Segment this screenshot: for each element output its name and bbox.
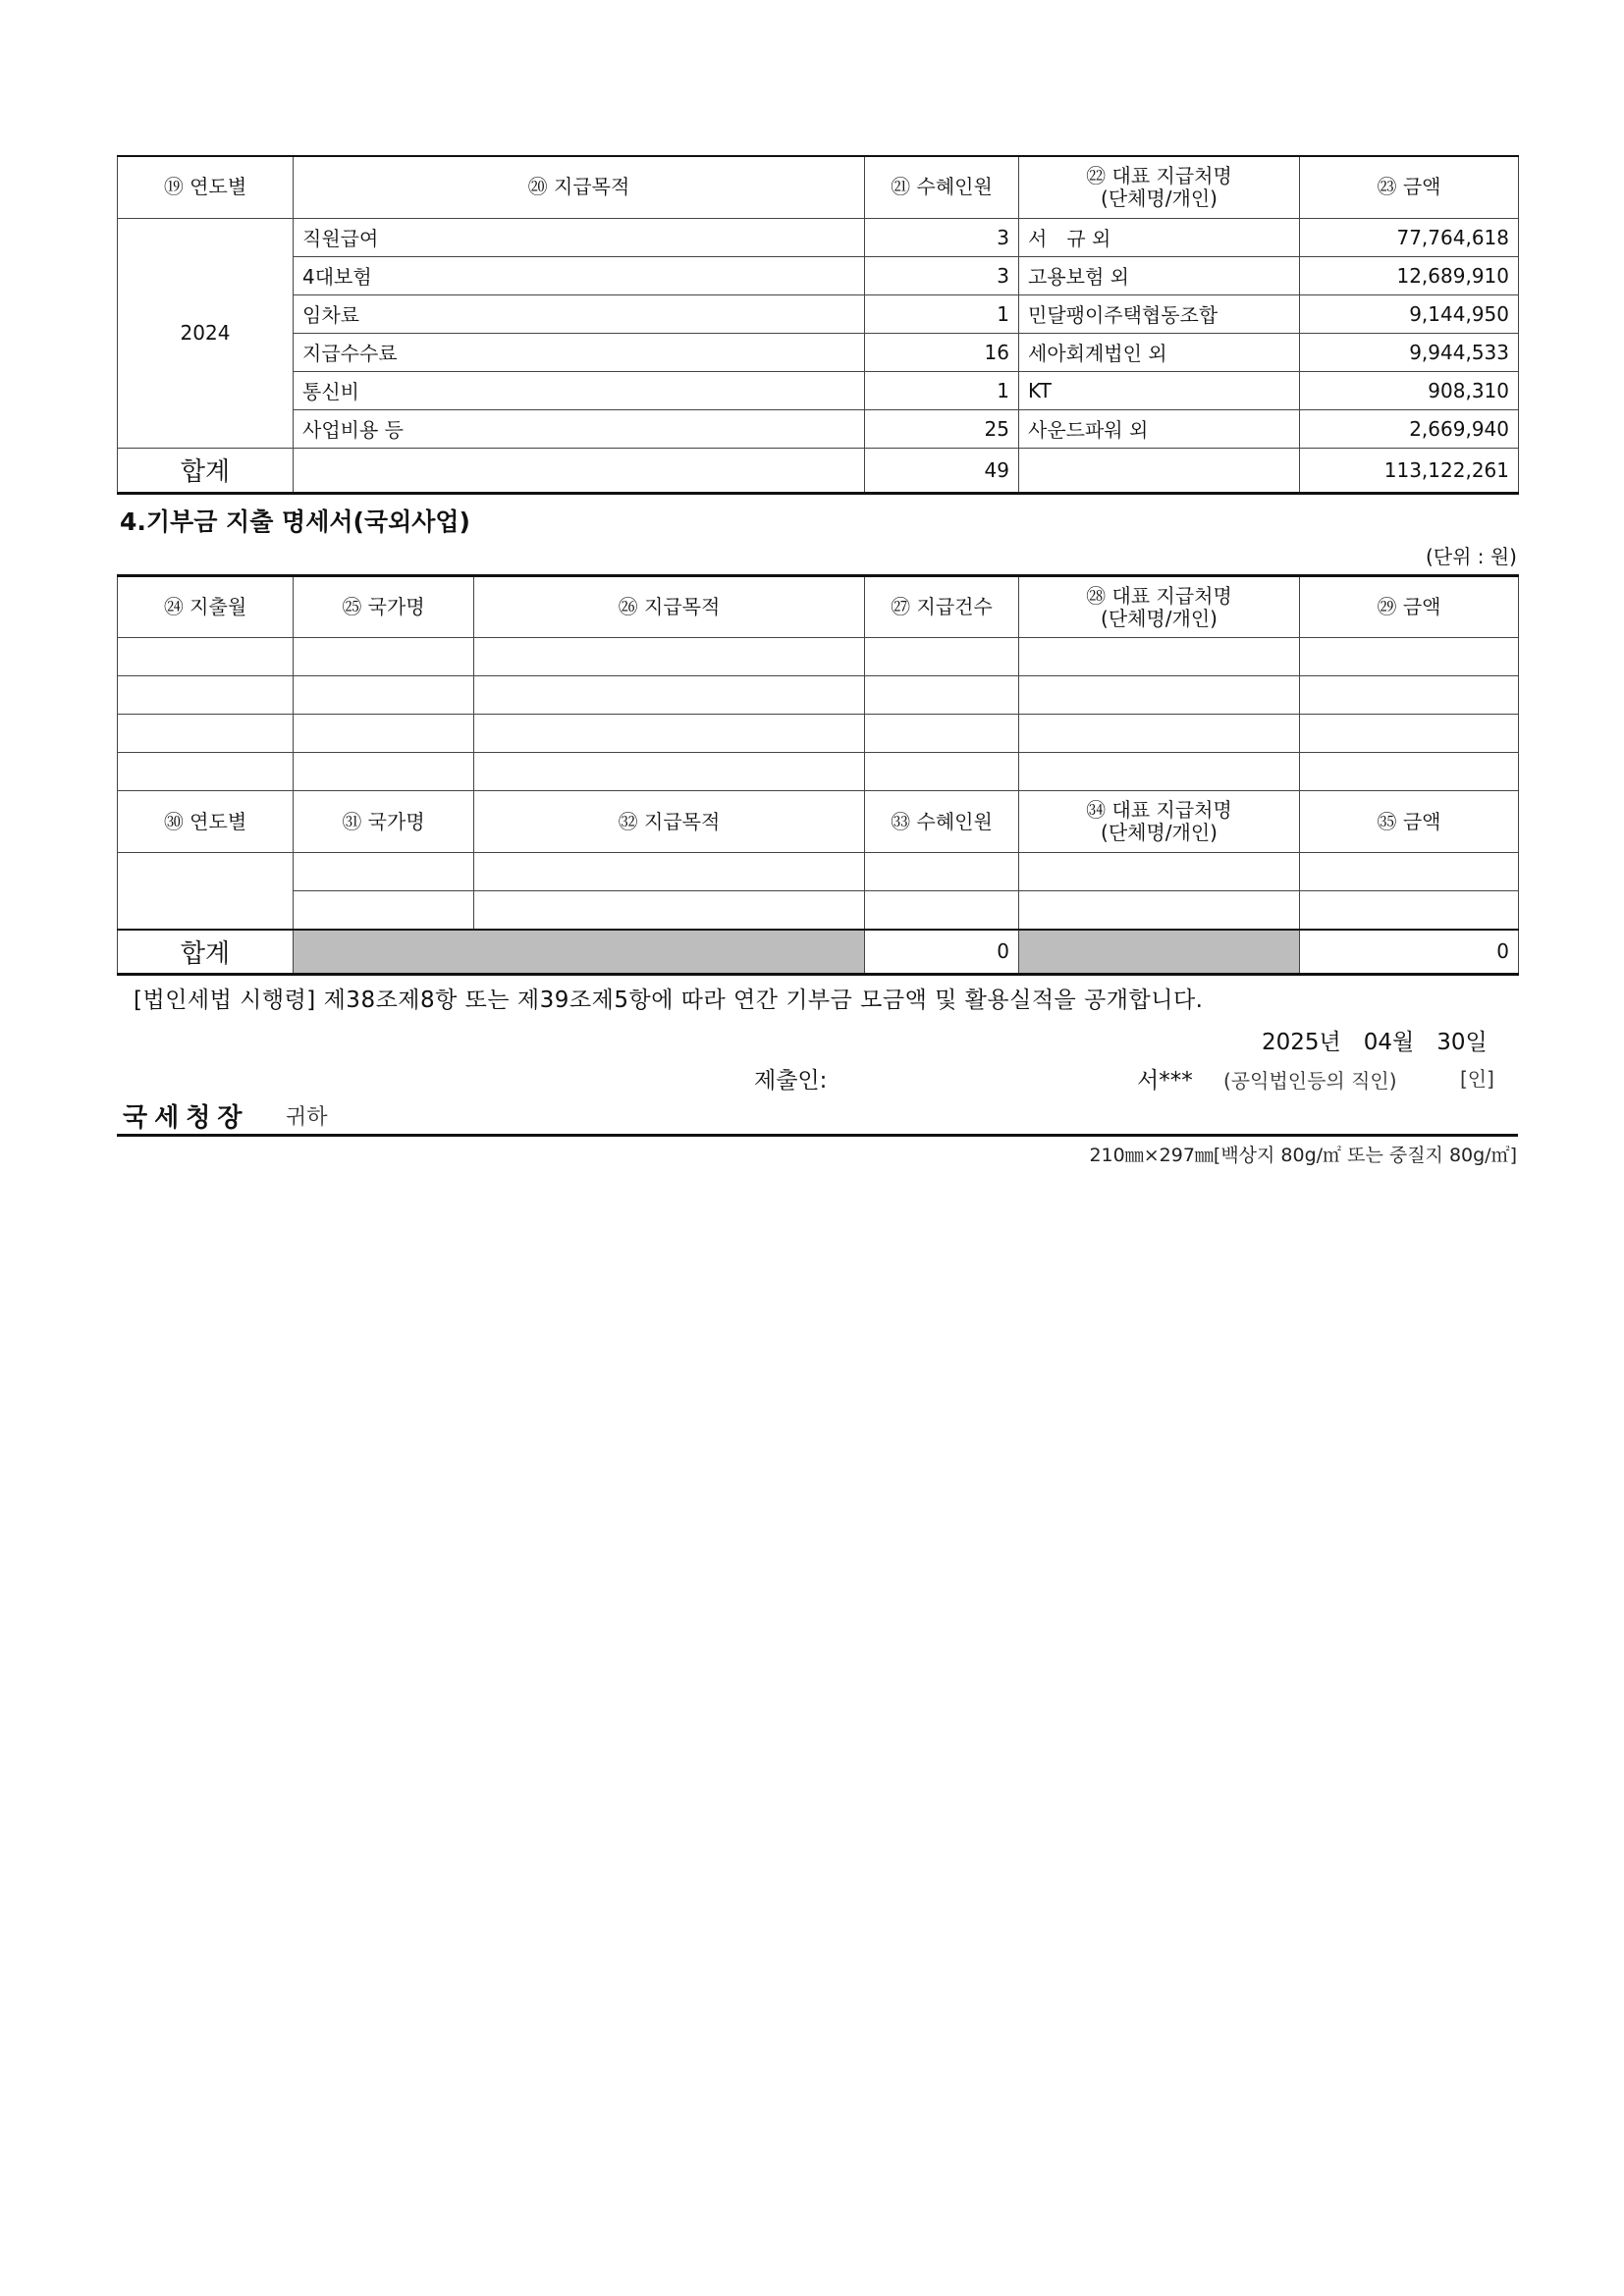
submission-date: 2025년 04월 30일 <box>1262 1030 1488 1055</box>
amount-cell: 9,944,533 <box>1300 333 1519 371</box>
submitter-note: (공익법인등의 직인) <box>1223 1069 1397 1093</box>
header-beneficiaries: ㉝ 수혜인원 <box>865 791 1019 853</box>
foreign-expenditure-table <box>117 574 1519 976</box>
amount-cell: 908,310 <box>1300 371 1519 409</box>
amount-cell: 2,669,940 <box>1300 409 1519 448</box>
header-month: ㉔ 지출월 <box>118 576 294 638</box>
empty-row <box>118 853 1519 891</box>
header-payee-line1: ㉘ 대표 지급처명 <box>1086 583 1232 608</box>
header-amount: ㉓ 금액 <box>1300 156 1519 218</box>
total-count: 0 <box>865 930 1019 975</box>
payee-cell: 고용보험 외 <box>1019 256 1300 294</box>
recipient: 국세청장 <box>123 1103 249 1133</box>
table-header-row <box>118 576 1519 638</box>
purpose-cell: 직원급여 <box>294 218 865 256</box>
amount-cell: 77,764,618 <box>1300 218 1519 256</box>
header-beneficiaries: ㉑ 수혜인원 <box>865 156 1019 218</box>
purpose-cell: 임차료 <box>294 294 865 333</box>
total-row <box>118 448 1519 493</box>
payee-cell: 민달팽이주택협동조합 <box>1019 294 1300 333</box>
table-row <box>118 256 1519 294</box>
recipient-suffix: 귀하 <box>286 1105 328 1130</box>
count-cell: 1 <box>865 371 1019 409</box>
divider <box>117 1134 1518 1137</box>
header-payee-line2: (단체명/개인) <box>1101 606 1218 630</box>
purpose-cell: 통신비 <box>294 371 865 409</box>
header-year: ㉚ 연도별 <box>118 791 294 853</box>
legal-notice: [법인세법 시행령] 제38조제8항 또는 제39조제5항에 따라 연간 기부금 모금액 및 활용실적을 공개합니다. <box>134 988 1204 1013</box>
header-amount: ㉙ 금액 <box>1300 576 1519 638</box>
expenditure-by-year-table <box>117 155 1519 495</box>
header-country: ㉛ 국가명 <box>294 791 474 853</box>
header-year: ⑲ 연도별 <box>118 156 294 218</box>
total-empty-cell <box>294 448 865 493</box>
table-row <box>118 371 1519 409</box>
total-label: 합계 <box>118 930 294 975</box>
shaded-cell <box>294 930 865 975</box>
total-amount: 0 <box>1300 930 1519 975</box>
table-header-row <box>118 156 1519 218</box>
section-title: 4.기부금 지출 명세서(국외사업) <box>120 507 470 536</box>
paper-spec: 210㎜×297㎜[백상지 80g/㎡ 또는 중질지 80g/㎡] <box>1089 1145 1517 1166</box>
payee-cell: 사운드파워 외 <box>1019 409 1300 448</box>
header-cases: ㉗ 지급건수 <box>865 576 1019 638</box>
shaded-cell <box>1019 930 1300 975</box>
empty-row <box>118 753 1519 791</box>
payee-cell: 세아회계법인 외 <box>1019 333 1300 371</box>
count-cell: 3 <box>865 256 1019 294</box>
total-label: 합계 <box>118 448 294 493</box>
submitter-label: 제출인: <box>754 1068 828 1094</box>
payee-cell: KT <box>1019 371 1300 409</box>
amount-cell: 12,689,910 <box>1300 256 1519 294</box>
empty-row <box>118 891 1519 930</box>
unit-label: (단위 : 원) <box>1425 545 1517 568</box>
header-payee-line1: ㉒ 대표 지급처명 <box>1086 163 1232 187</box>
total-empty-cell <box>1019 448 1300 493</box>
purpose-cell: 지급수수료 <box>294 333 865 371</box>
seal-mark: [인] <box>1460 1067 1494 1091</box>
purpose-cell: 4대보험 <box>294 256 865 294</box>
count-cell: 16 <box>865 333 1019 371</box>
header-purpose: ㉖ 지급목적 <box>474 576 865 638</box>
count-cell: 1 <box>865 294 1019 333</box>
amount-cell: 9,144,950 <box>1300 294 1519 333</box>
payee-cell: 서 규 외 <box>1019 218 1300 256</box>
header-payee-line1: ㉞ 대표 지급처명 <box>1086 798 1232 822</box>
submitter-name: 서*** <box>1137 1068 1193 1094</box>
empty-row <box>118 676 1519 715</box>
purpose-cell: 사업비용 등 <box>294 409 865 448</box>
table-row <box>118 294 1519 333</box>
header-purpose: ㉜ 지급목적 <box>474 791 865 853</box>
header-payee <box>1019 791 1300 853</box>
header-payee <box>1019 576 1300 638</box>
header-payee-line2: (단체명/개인) <box>1101 821 1218 844</box>
table-row <box>118 409 1519 448</box>
header-payee-line2: (단체명/개인) <box>1101 186 1218 210</box>
total-amount: 113,122,261 <box>1300 448 1519 493</box>
total-row <box>118 930 1519 975</box>
count-cell: 25 <box>865 409 1019 448</box>
empty-row <box>118 638 1519 676</box>
year-cell: 2024 <box>118 218 294 448</box>
header-payee <box>1019 156 1300 218</box>
header-purpose: ⑳ 지급목적 <box>294 156 865 218</box>
table-row <box>118 218 1519 256</box>
count-cell: 3 <box>865 218 1019 256</box>
total-count: 49 <box>865 448 1019 493</box>
header-country: ㉕ 국가명 <box>294 576 474 638</box>
table-row <box>118 333 1519 371</box>
header-amount: ㉟ 금액 <box>1300 791 1519 853</box>
table-subheader-row <box>118 791 1519 853</box>
empty-row <box>118 715 1519 753</box>
